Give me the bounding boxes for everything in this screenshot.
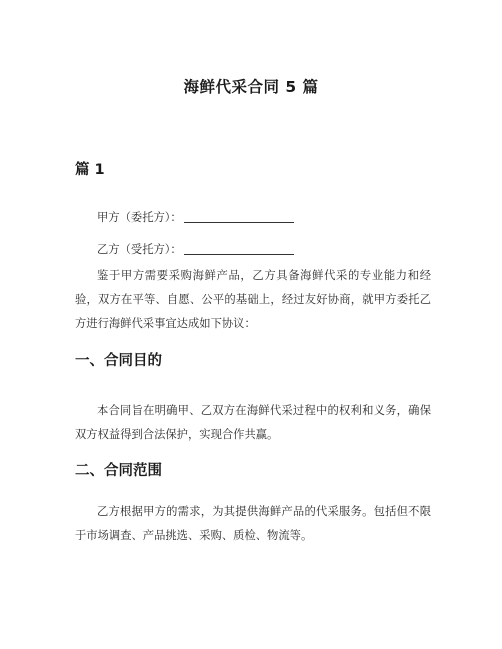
party-b-blank-line — [184, 242, 294, 255]
document-title: 海鲜代采合同 5 篇 — [183, 78, 319, 96]
party-b-label: 乙方（受托方）： — [97, 243, 182, 256]
party-a-label: 甲方（委托方）： — [97, 211, 182, 224]
party-a-field — [97, 209, 294, 225]
section-heading-purpose: 一、合同目的 — [75, 353, 162, 369]
section-body-purpose: 本合同旨在明确甲、乙双方在海鲜代采过程中的权利和义务，确保双方权益得到合法保护，实现合作共赢。 — [75, 404, 431, 441]
party-b-field — [97, 241, 294, 257]
part-heading: 篇 1 — [75, 162, 105, 178]
party-a-blank-line — [184, 210, 294, 223]
section-heading-scope: 二、合同范围 — [75, 463, 162, 479]
section-body-scope: 乙方根据甲方的需求，为其提供海鲜产品的代采服务。包括但不限于市场调查、产品挑选、采购、质检、物流等。 — [75, 505, 431, 542]
intro-paragraph: 鉴于甲方需要采购海鲜产品，乙方具备海鲜代采的专业能力和经验，双方在平等、自愿、公平的基础上，经过友好协商，就甲方委托乙方进行海鲜代采事宜达成如下协议： — [75, 269, 431, 330]
